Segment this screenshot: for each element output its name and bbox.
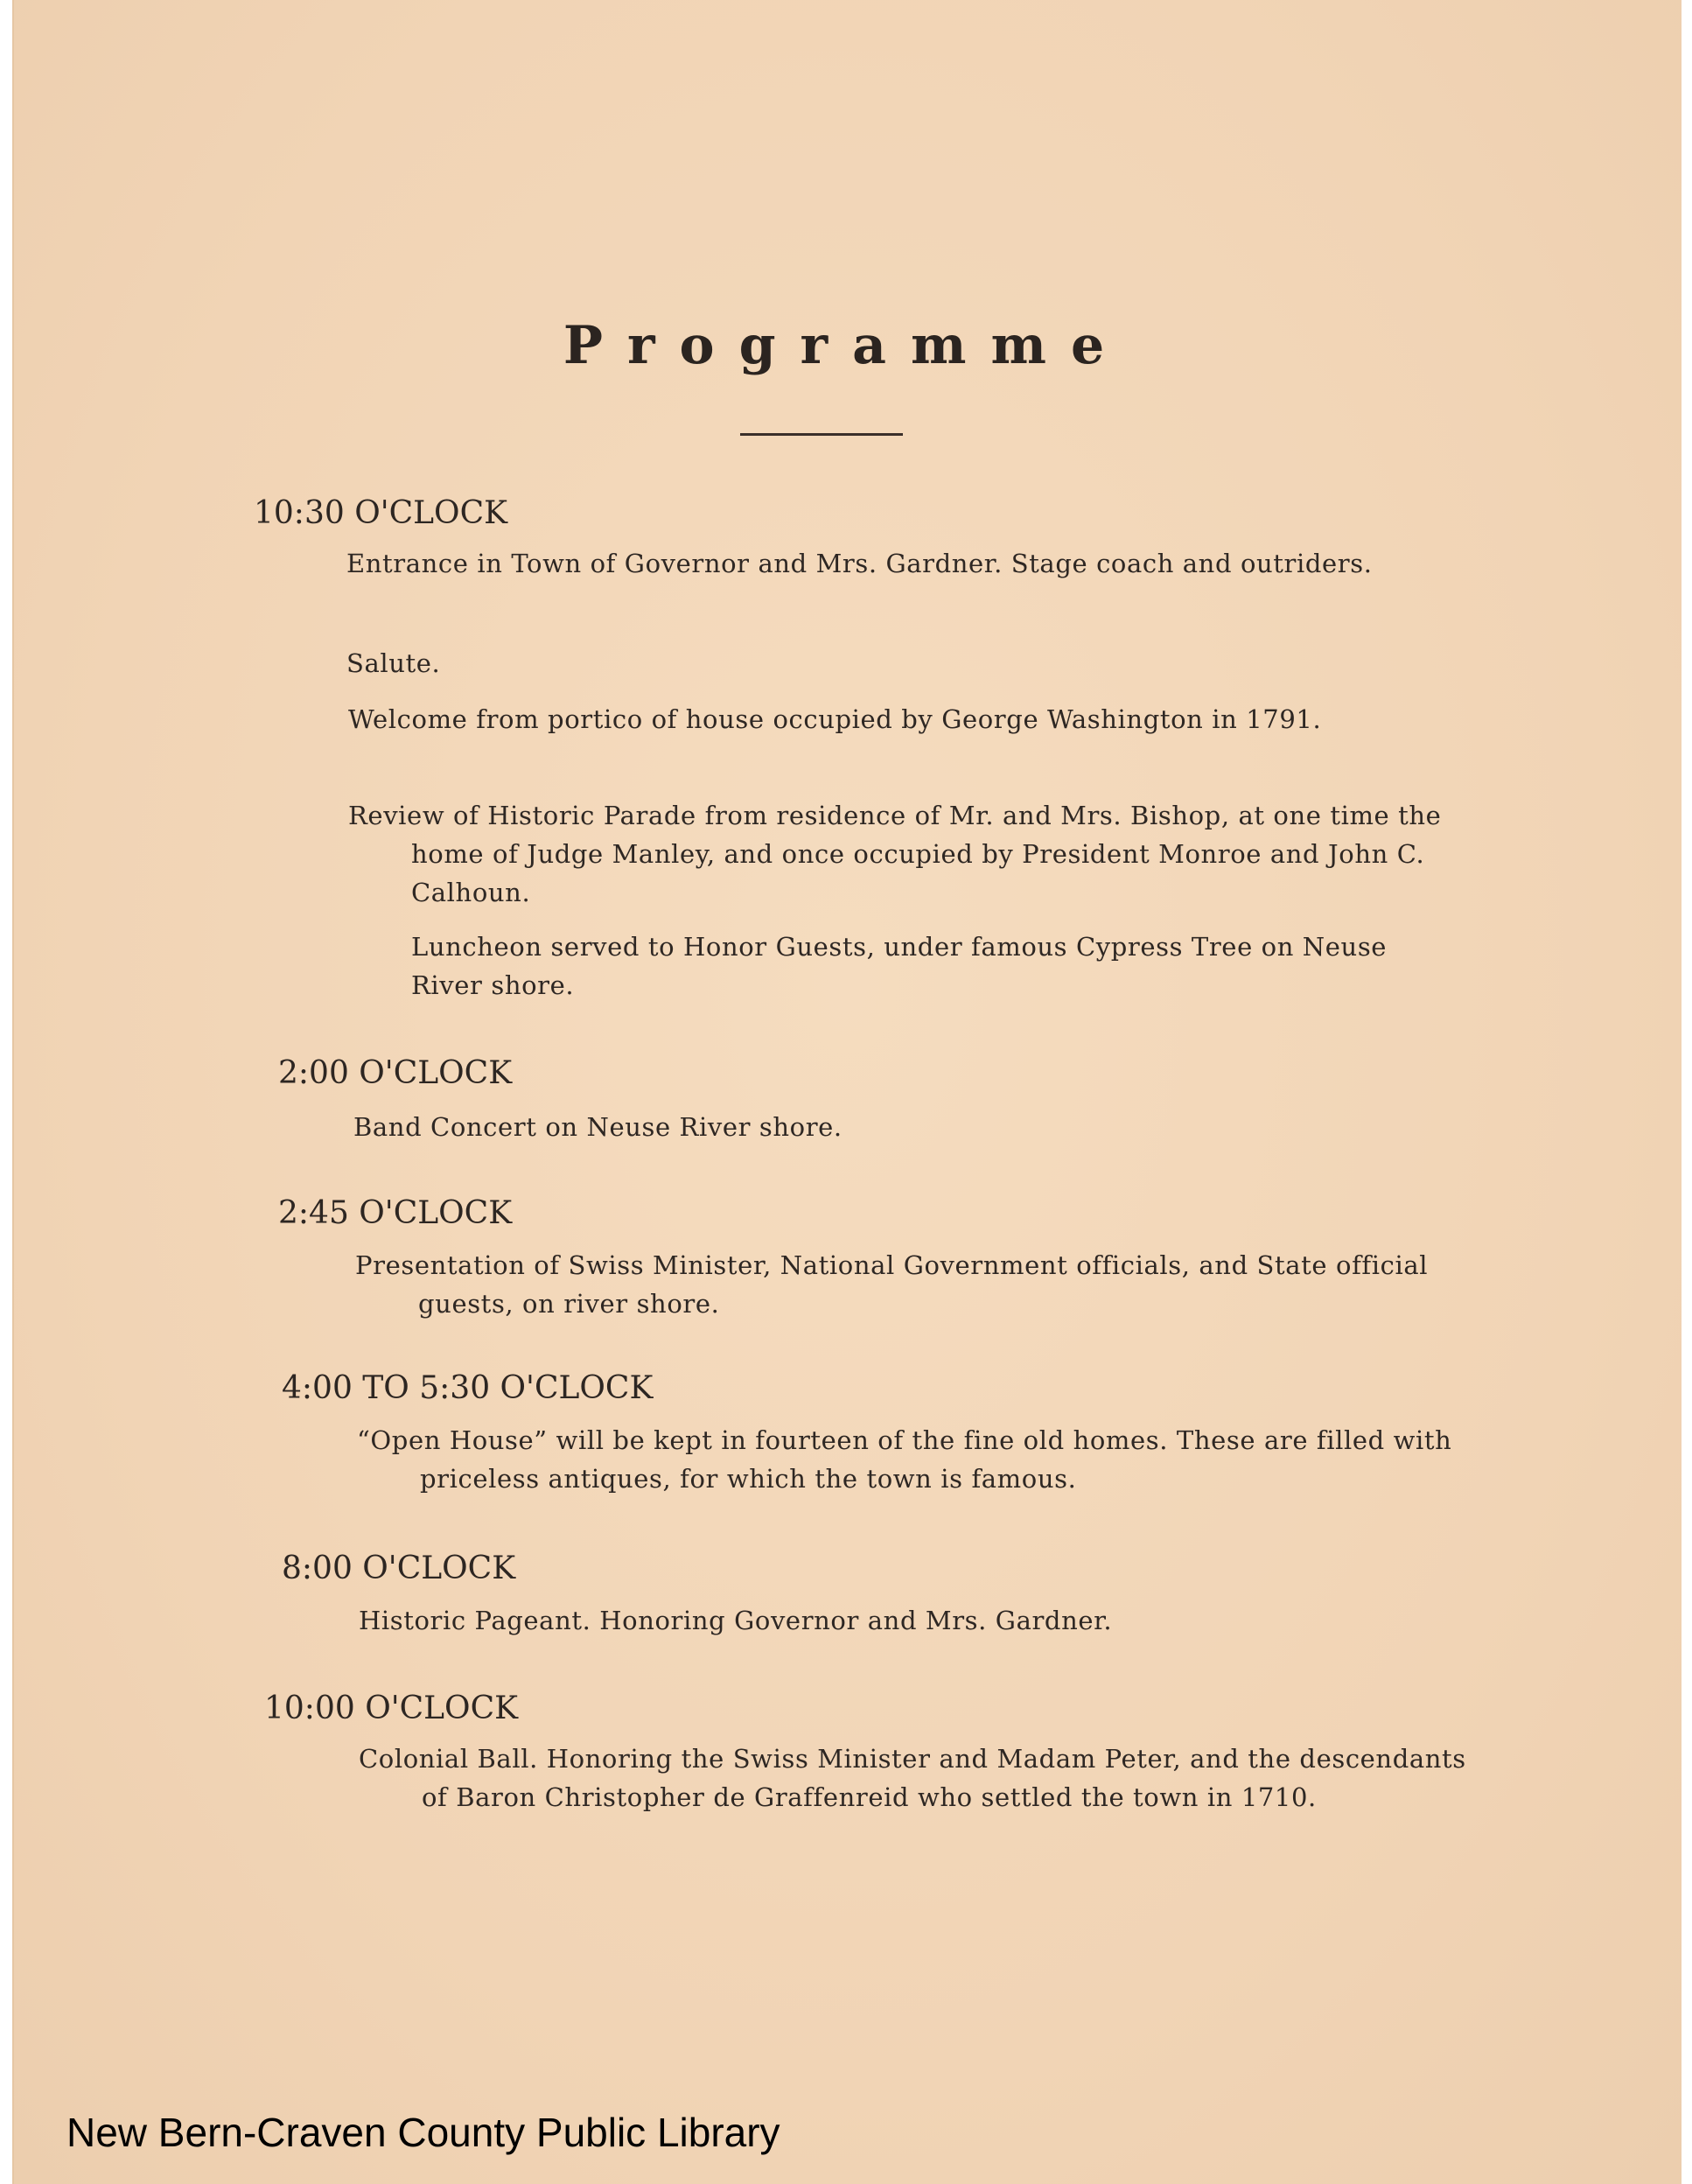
time-heading: 10:00 O'CLOCK xyxy=(264,1690,519,1726)
programme-item: Luncheon served to Honor Guests, under famous Cypress Tree on Neuse River shore. xyxy=(411,932,1388,1000)
time-heading: 2:45 O'CLOCK xyxy=(278,1195,513,1231)
programme-item: Review of Historic Parade from residence of Mr. and Mrs. Bishop, at one time the home of Judge Manley, and once occupied by President Monroe and John C. Calhoun. xyxy=(348,801,1442,907)
programme-item: Historic Pageant. Honoring Governor and Mrs. Gardner. xyxy=(359,1606,1113,1635)
programme-item: Welcome from portico of house occupied by George Washington in 1791. xyxy=(348,704,1322,734)
programme-item: Colonial Ball. Honoring the Swiss Minister and Madam Peter, and the descendants of Baron Christopher de Graffenreid who settled the town in 1710. xyxy=(359,1744,1466,1812)
programme-item: Band Concert on Neuse River shore. xyxy=(353,1112,843,1142)
time-heading: 2:00 O'CLOCK xyxy=(278,1055,513,1091)
library-credit: New Bern-Craven County Public Library xyxy=(66,2110,780,2155)
programme-item: Salute. xyxy=(346,648,441,678)
programme-item: Entrance in Town of Governor and Mrs. Gardner. Stage coach and outriders. xyxy=(346,549,1373,578)
title-divider xyxy=(740,433,903,436)
time-heading: 4:00 TO 5:30 O'CLOCK xyxy=(282,1370,654,1406)
page-title: Programme xyxy=(563,315,1129,376)
programme-item: “Open House” will be kept in fourteen of the fine old homes. These are filled with priceless antiques, for which the town is famous. xyxy=(357,1425,1452,1494)
time-heading: 8:00 O'CLOCK xyxy=(282,1550,516,1586)
programme-item: Presentation of Swiss Minister, National Government officials, and State official guests, on river shore. xyxy=(355,1250,1429,1319)
time-heading: 10:30 O'CLOCK xyxy=(254,495,508,531)
